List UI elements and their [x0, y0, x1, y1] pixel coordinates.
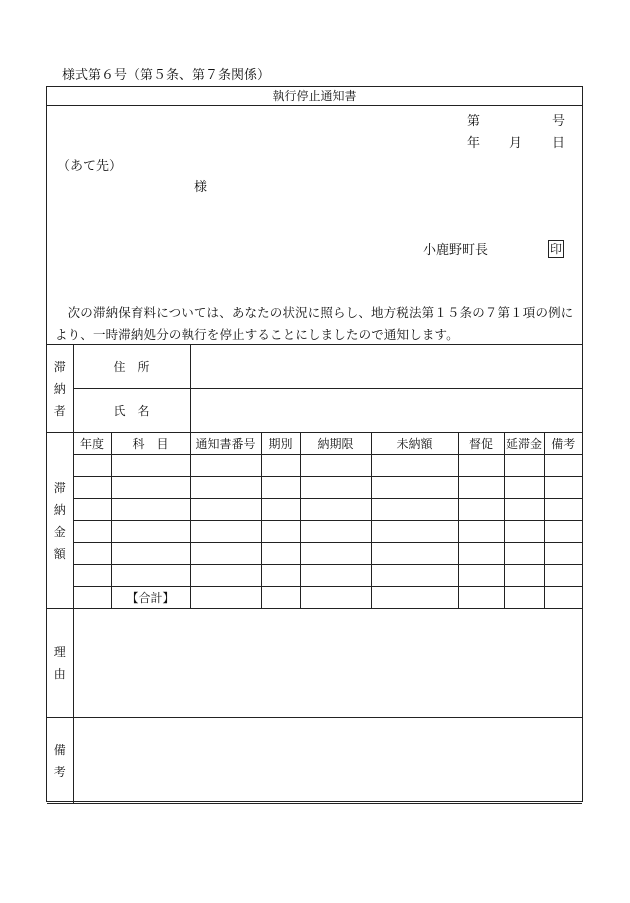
table-cell[interactable]	[190, 521, 261, 543]
addressee-label: （あて先）	[57, 159, 123, 174]
table-cell[interactable]	[458, 543, 504, 565]
date-year: 年	[467, 136, 481, 151]
table-cell[interactable]	[504, 499, 544, 521]
column-header: 科 目	[111, 433, 190, 455]
table-cell[interactable]	[300, 565, 371, 587]
reason-label	[47, 609, 73, 718]
table-cell[interactable]	[371, 499, 458, 521]
table-row	[47, 499, 582, 521]
table-cell[interactable]	[111, 477, 190, 499]
table-row	[47, 477, 582, 499]
table-cell[interactable]	[300, 455, 371, 477]
remarks-field[interactable]	[73, 718, 582, 804]
addressee-honorific: 様	[194, 180, 208, 195]
total-year-cell	[73, 587, 111, 609]
reason-field[interactable]	[73, 609, 582, 718]
table-cell[interactable]	[300, 477, 371, 499]
table-cell[interactable]	[111, 543, 190, 565]
address-field[interactable]	[190, 345, 582, 389]
column-header: 未納額	[371, 433, 458, 455]
table-cell[interactable]	[111, 455, 190, 477]
table-cell[interactable]	[544, 543, 582, 565]
table-cell[interactable]	[261, 587, 300, 609]
notice-body: 次の滞納保育料については、あなたの状況に照らし、地方税法第１５条の７第１項の例により、一時滞納処分の執行を停止することにしましたので通知します。	[55, 305, 574, 342]
table-cell[interactable]	[458, 477, 504, 499]
seal-char: 印	[550, 242, 563, 256]
table-cell[interactable]	[458, 587, 504, 609]
table-cell[interactable]	[544, 565, 582, 587]
table-cell[interactable]	[261, 477, 300, 499]
table-cell[interactable]	[261, 565, 300, 587]
table-cell[interactable]	[111, 521, 190, 543]
column-header: 督促	[458, 433, 504, 455]
label-char: 理	[53, 645, 66, 659]
table-cell[interactable]	[73, 543, 111, 565]
table-cell[interactable]	[371, 565, 458, 587]
address-label: 住 所	[73, 345, 190, 389]
table-cell[interactable]	[371, 521, 458, 543]
table-cell[interactable]	[504, 477, 544, 499]
column-header: 年度	[73, 433, 111, 455]
notice-form	[46, 86, 583, 802]
table-cell[interactable]	[544, 521, 582, 543]
table-cell[interactable]	[261, 543, 300, 565]
table-cell[interactable]	[73, 499, 111, 521]
table-cell[interactable]	[458, 499, 504, 521]
table-cell[interactable]	[504, 565, 544, 587]
table-cell[interactable]	[504, 587, 544, 609]
group-char: 者	[53, 403, 66, 418]
form-label: 様式第６号（第５条、第７条関係）	[62, 68, 271, 83]
column-header: 備考	[544, 433, 582, 455]
total-unpaid-cell[interactable]	[371, 587, 458, 609]
number-suffix: 号	[552, 114, 566, 129]
table-cell[interactable]	[111, 499, 190, 521]
table-row	[47, 521, 582, 543]
table-cell[interactable]	[261, 499, 300, 521]
issuer-name: 小鹿野町長	[423, 243, 489, 258]
group-char: 滞	[53, 480, 66, 495]
column-header: 納期限	[300, 433, 371, 455]
table-cell[interactable]	[300, 521, 371, 543]
document-title: 執行停止通知書	[47, 87, 582, 106]
table-cell[interactable]	[73, 477, 111, 499]
table-cell[interactable]	[190, 565, 261, 587]
amount-group-label	[47, 433, 73, 609]
table-cell[interactable]	[458, 455, 504, 477]
total-label: 【合計】	[111, 587, 190, 609]
table-cell[interactable]	[458, 521, 504, 543]
group-char: 納	[53, 381, 66, 396]
table-cell[interactable]	[300, 543, 371, 565]
column-header: 期別	[261, 433, 300, 455]
table-cell[interactable]	[504, 543, 544, 565]
table-cell[interactable]	[544, 587, 582, 609]
table-cell[interactable]	[544, 499, 582, 521]
table-cell[interactable]	[73, 565, 111, 587]
table-cell[interactable]	[371, 477, 458, 499]
group-char: 金	[53, 524, 66, 539]
table-row	[47, 565, 582, 587]
number-prefix: 第	[467, 114, 481, 129]
group-char: 滞	[53, 359, 66, 374]
column-header: 通知書番号	[190, 433, 261, 455]
table-cell[interactable]	[190, 455, 261, 477]
table-cell[interactable]	[371, 543, 458, 565]
table-cell[interactable]	[504, 455, 544, 477]
table-row	[47, 455, 582, 477]
name-field[interactable]	[190, 389, 582, 433]
label-char: 由	[53, 667, 66, 681]
table-cell[interactable]	[190, 499, 261, 521]
table-cell[interactable]	[544, 455, 582, 477]
table-cell[interactable]	[261, 455, 300, 477]
table-cell[interactable]	[73, 521, 111, 543]
date-month: 月	[509, 136, 523, 151]
table-cell[interactable]	[190, 543, 261, 565]
column-header: 延滞金	[504, 433, 544, 455]
taxpayer-group-label	[47, 345, 73, 433]
table-row	[47, 543, 582, 565]
table-cell[interactable]	[73, 455, 111, 477]
label-char: 備	[53, 742, 66, 757]
name-label: 氏 名	[73, 389, 190, 433]
notice-table	[47, 344, 582, 804]
seal-mark	[548, 238, 564, 258]
table-cell[interactable]	[458, 565, 504, 587]
table-cell[interactable]	[300, 499, 371, 521]
table-cell[interactable]	[544, 477, 582, 499]
table-cell[interactable]	[190, 587, 261, 609]
table-cell[interactable]	[111, 565, 190, 587]
group-char: 額	[53, 546, 66, 561]
table-cell[interactable]	[190, 477, 261, 499]
group-char: 納	[53, 502, 66, 517]
label-char: 考	[53, 764, 66, 779]
table-cell[interactable]	[371, 455, 458, 477]
date-day: 日	[552, 136, 566, 151]
table-cell[interactable]	[300, 587, 371, 609]
total-row	[47, 587, 582, 609]
table-cell[interactable]	[261, 521, 300, 543]
table-cell[interactable]	[504, 521, 544, 543]
remarks-label	[47, 718, 73, 804]
